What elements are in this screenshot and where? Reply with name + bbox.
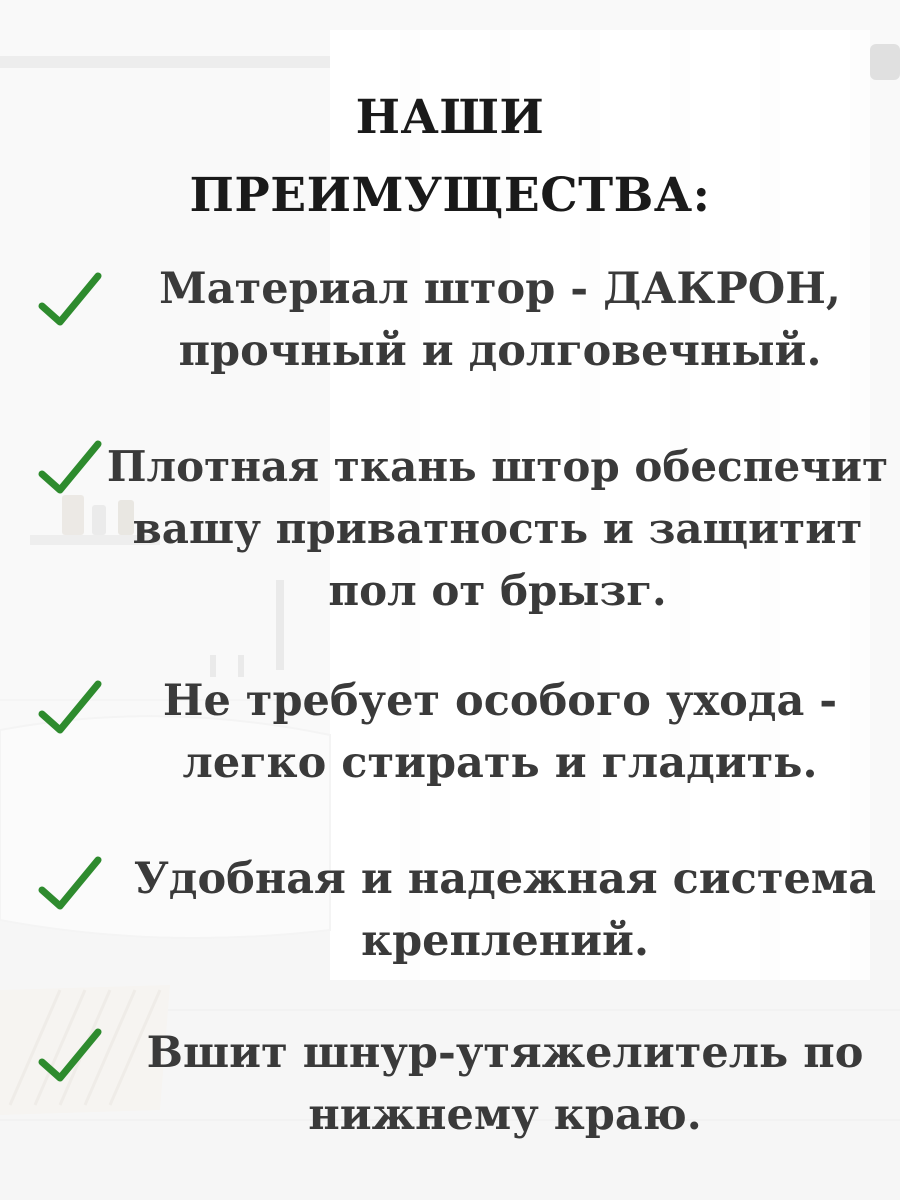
advantage-text xyxy=(100,436,895,622)
checkmark-icon xyxy=(38,1026,102,1086)
advantage-item-weight-cord xyxy=(0,1020,900,1180)
advantage-text-line: Плотная ткань штор обеспечит xyxy=(106,442,889,491)
advantage-text-line: вашу приватность и защитит xyxy=(132,504,863,553)
page-title-line-2: ПРЕИМУЩЕСТВА: xyxy=(189,168,711,223)
advantage-item-care xyxy=(0,668,900,828)
advantage-text-line: прочный и долговечный. xyxy=(178,326,822,376)
advantage-text-line: нижнему краю. xyxy=(308,1090,702,1140)
advantage-text xyxy=(150,258,850,382)
advantage-item-material xyxy=(0,250,900,410)
advantage-text-line: легко стирать и гладить. xyxy=(182,738,818,788)
advantage-text-line: Удобная и надежная система xyxy=(133,854,877,904)
advantage-text-line: Не требует особого ухода - xyxy=(162,676,838,726)
page-title-line-1: НАШИ xyxy=(355,90,545,145)
advantage-text-line: Материал штор - ДАКРОН, xyxy=(159,264,841,314)
checkmark-icon xyxy=(38,854,102,914)
advantage-text xyxy=(120,848,890,972)
checkmark-icon xyxy=(38,438,102,498)
advantage-text-line: Вшит шнур-утяжелитель по xyxy=(146,1028,864,1078)
advantage-text-line: пол от брызг. xyxy=(328,566,667,615)
advantage-text xyxy=(120,1022,890,1146)
advantage-text xyxy=(150,670,850,794)
advantage-item-fastening xyxy=(0,846,900,1006)
advantage-text-line: креплений. xyxy=(361,916,649,966)
checkmark-icon xyxy=(38,678,102,738)
checkmark-icon xyxy=(38,270,102,330)
advantage-item-privacy xyxy=(0,430,900,615)
